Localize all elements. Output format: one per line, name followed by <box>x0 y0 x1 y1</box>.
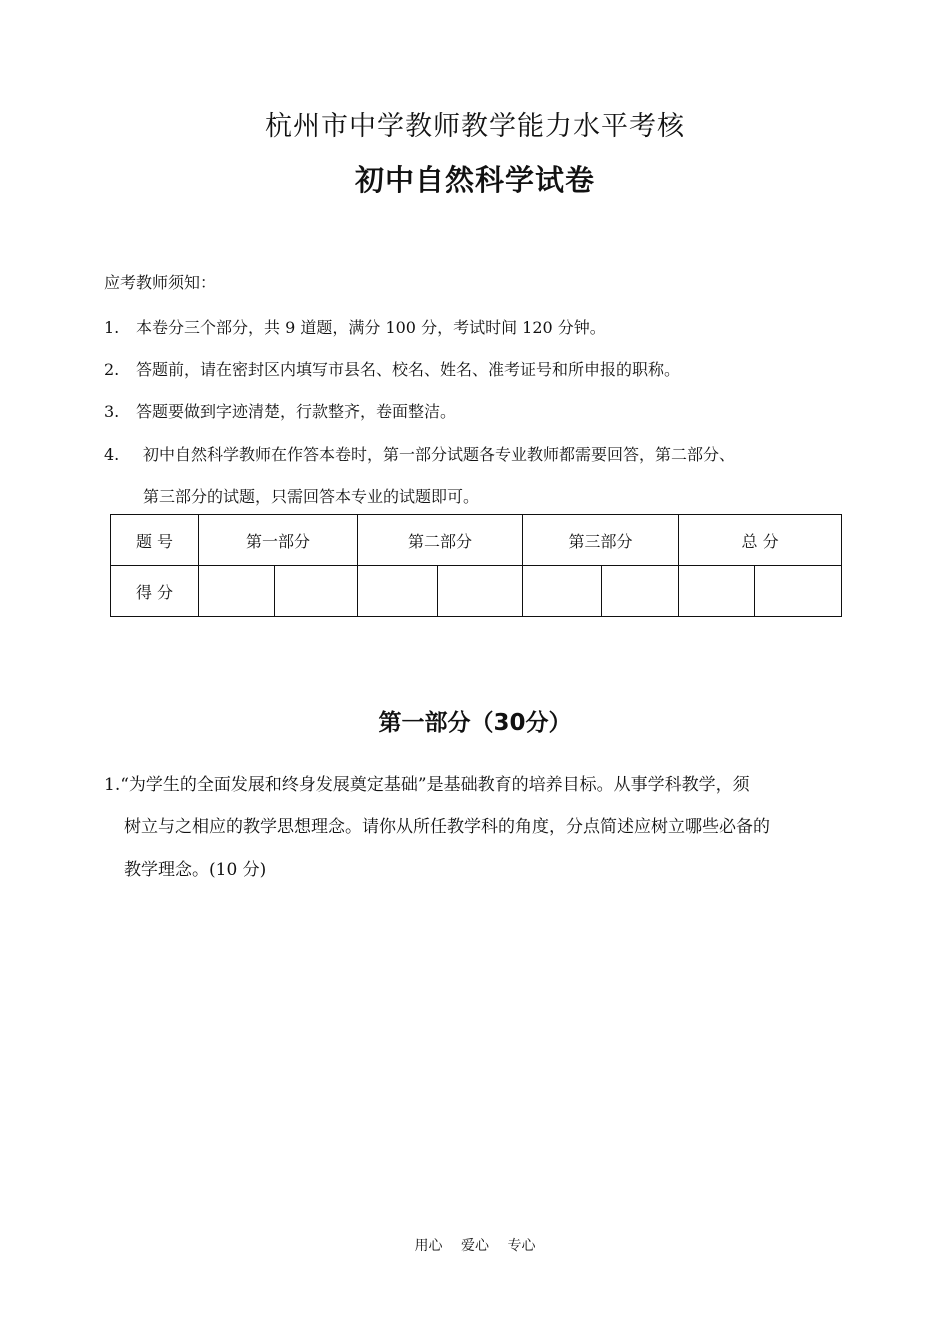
notice-item-number: 4. <box>104 445 120 464</box>
notice-item-text: 答题要做到字迹清楚，行款整齐，卷面整洁。 <box>136 402 457 421</box>
part3-header: 第三部分 <box>523 515 679 566</box>
notice-item-2 <box>104 357 680 380</box>
page-footer: 用心 爱心 专心 <box>414 1238 536 1254</box>
score-cell <box>755 566 842 617</box>
notice-item-number: 1. <box>104 318 120 337</box>
score-table-score-row <box>111 566 842 617</box>
question-1-line-3: 教学理念。(10 分) <box>124 860 267 880</box>
section-1-heading: 第一部分（30分） <box>378 710 572 736</box>
notice-item-number: 3. <box>104 402 120 421</box>
part2-header: 第二部分 <box>358 515 523 566</box>
score-cell <box>438 566 523 617</box>
question-1-line-1: 1.“为学生的全面发展和终身发展奠定基础”是基础教育的培养目标。从事学科教学，须 <box>104 775 750 795</box>
part1-header: 第一部分 <box>199 515 358 566</box>
score-cell <box>358 566 438 617</box>
question-1-line-2: 树立与之相应的教学思想理念。请你从所任教学科的角度，分点简述应树立哪些必备的 <box>124 817 770 837</box>
notice-item-number: 2. <box>104 360 120 379</box>
exam-subtitle: 初中自然科学试卷 <box>354 163 595 197</box>
question-number-label: 题 号 <box>111 515 199 566</box>
score-label: 得 分 <box>111 566 199 617</box>
score-table <box>110 514 842 617</box>
exam-title: 杭州市中学教师教学能力水平考核 <box>265 111 685 142</box>
score-cell <box>199 566 275 617</box>
notice-item-text: 初中自然科学教师在作答本卷时，第一部分试题各专业教师都需要回答，第二部分、 <box>143 445 736 464</box>
score-cell <box>275 566 358 617</box>
score-cell <box>602 566 679 617</box>
notice-item-1 <box>104 315 606 338</box>
notice-item-text: 答题前，请在密封区内填写市县名、校名、姓名、准考证号和所申报的职称。 <box>136 360 681 379</box>
notice-item-3 <box>104 399 456 422</box>
score-table-header-row <box>111 515 842 566</box>
score-cell <box>523 566 602 617</box>
notice-item-4-continuation: 第三部分的试题，只需回答本专业的试题即可。 <box>143 487 480 506</box>
notice-heading: 应考教师须知： <box>104 273 217 292</box>
score-cell <box>679 566 755 617</box>
total-header: 总 分 <box>679 515 842 566</box>
notice-item-4 <box>104 442 735 465</box>
notice-item-text: 本卷分三个部分，共 9 道题，满分 100 分，考试时间 120 分钟。 <box>136 318 606 337</box>
